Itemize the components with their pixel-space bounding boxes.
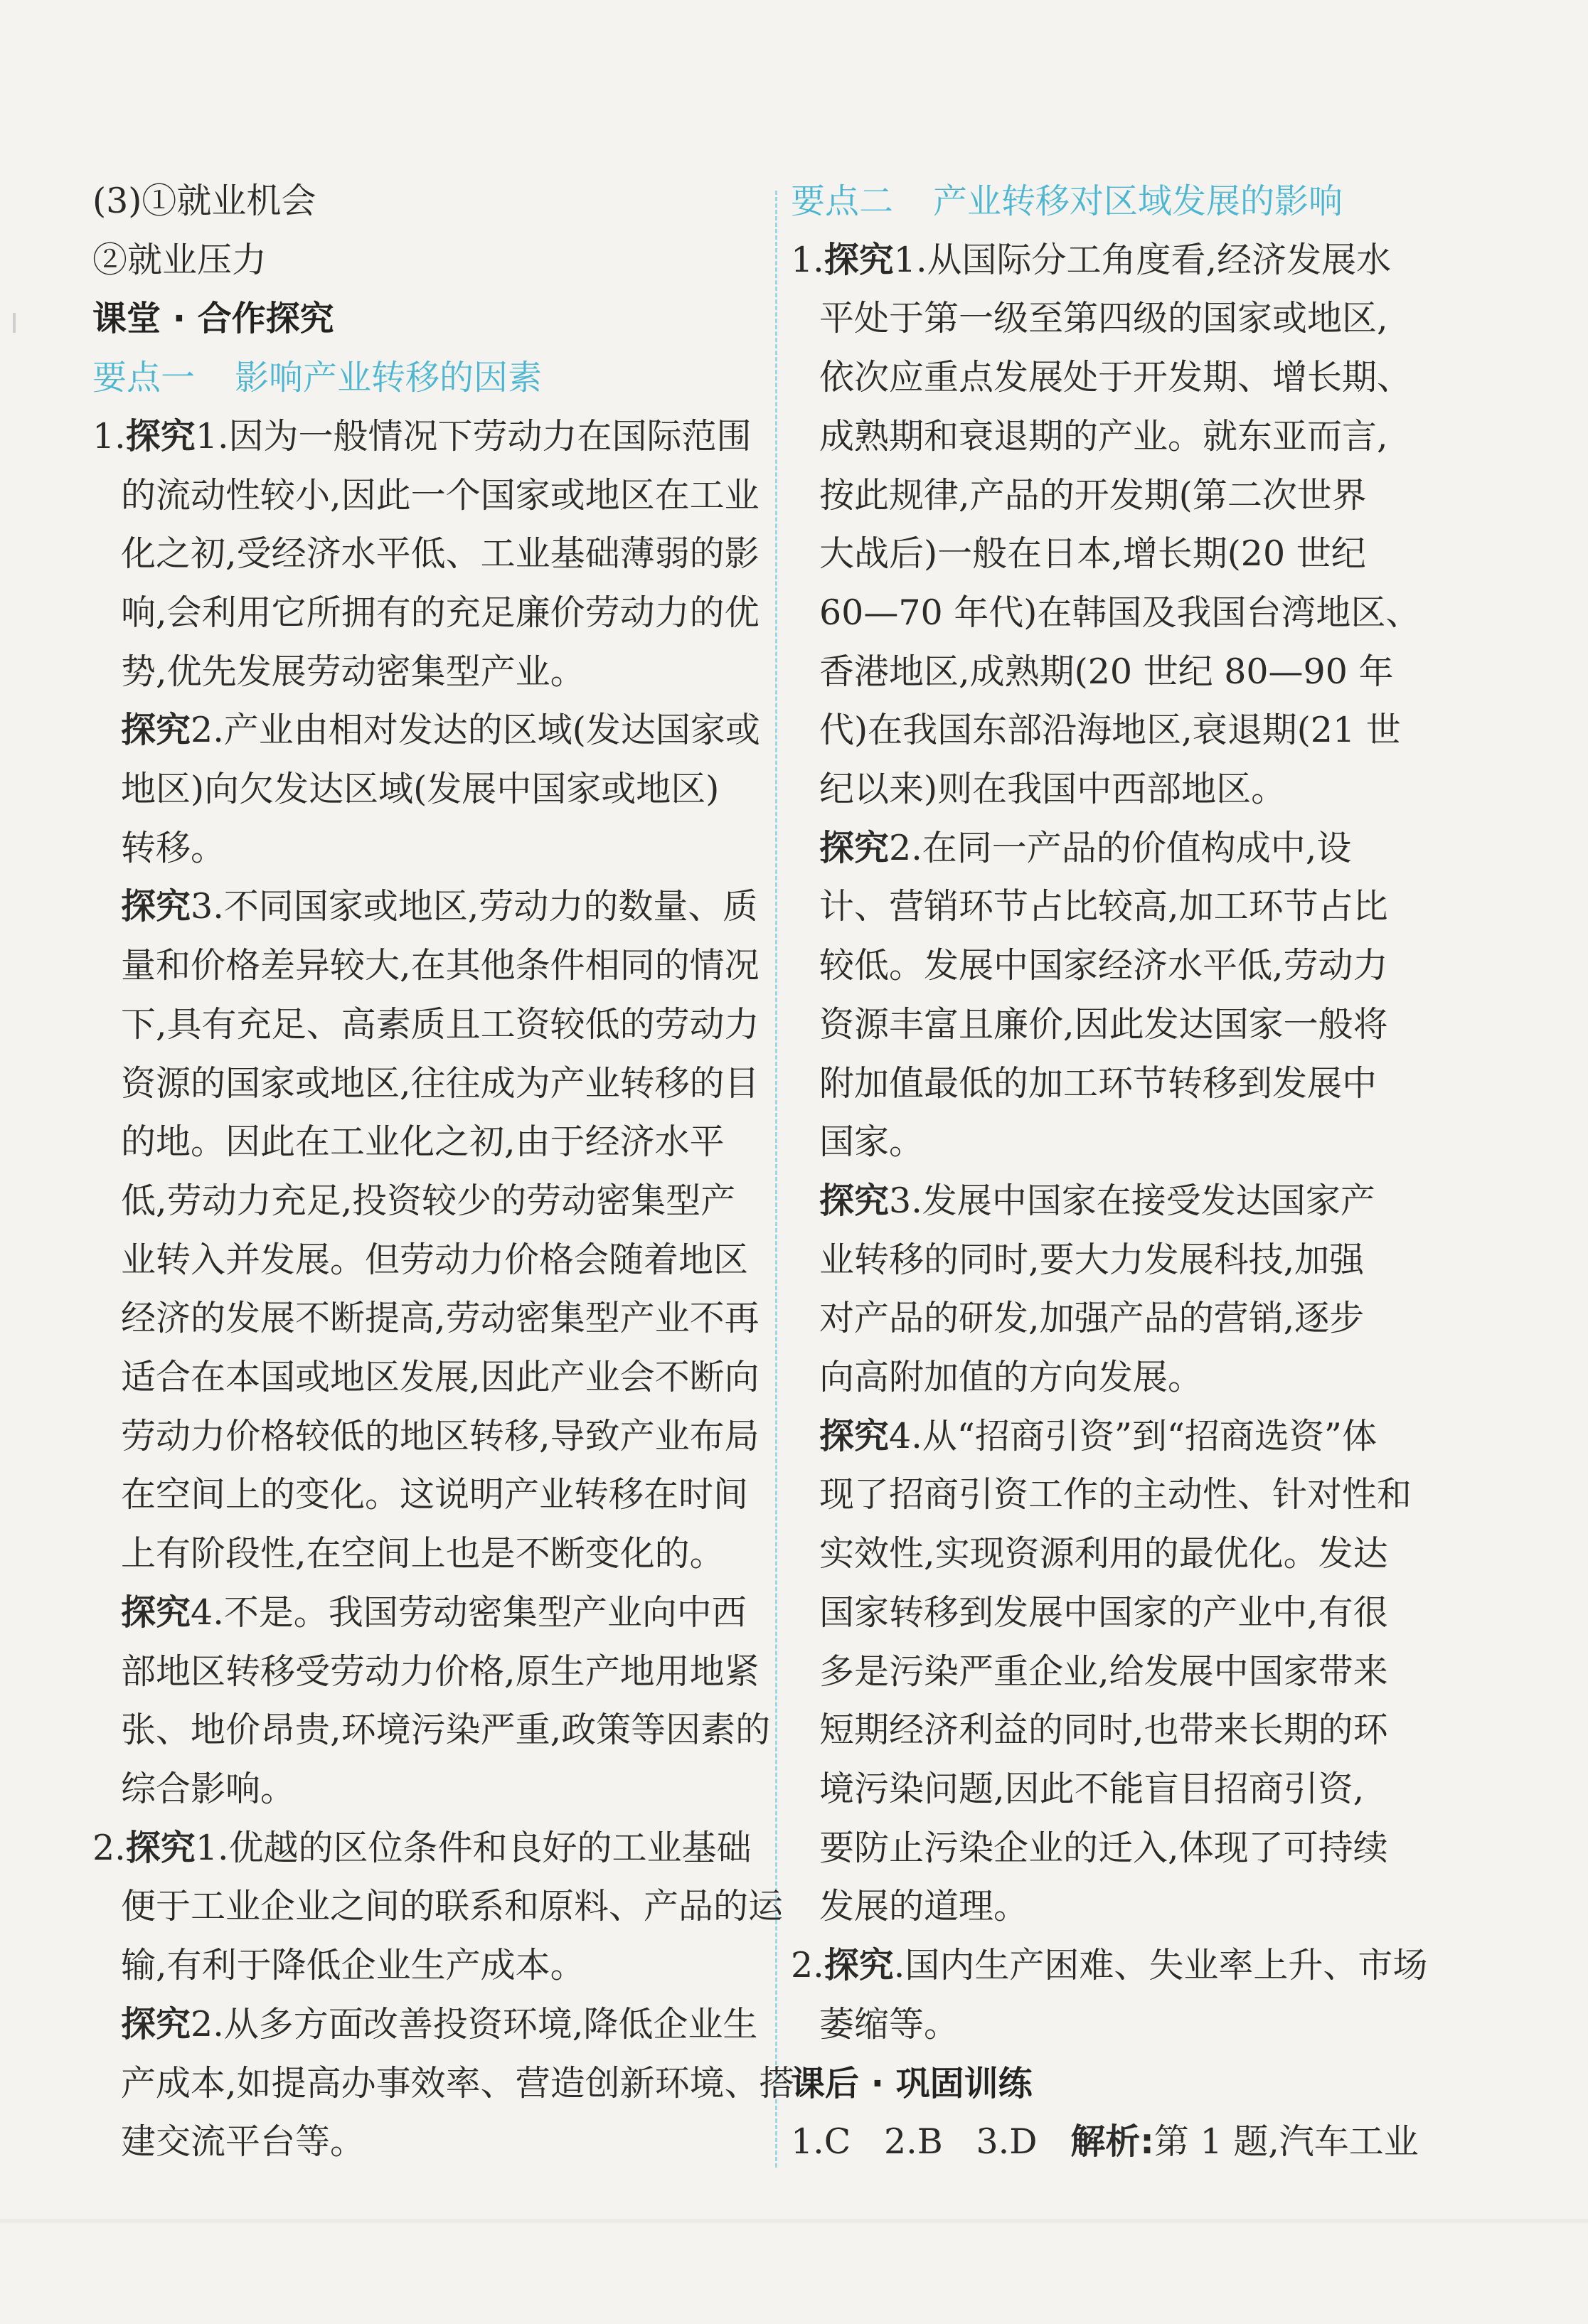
inquiry-label: 探究 (824, 1945, 894, 1986)
paragraph-line: 实效性,实现资源利用的最优化。发达 (819, 1533, 1388, 1574)
paragraph-line: 境污染问题,因此不能盲目招商引资, (819, 1768, 1365, 1809)
answer-1: 1.C (791, 2121, 851, 2163)
paragraph-line: 向高附加值的方向发展。 (819, 1357, 1203, 1398)
paragraph-line: 的流动性较小,因此一个国家或地区在工业 (121, 474, 760, 516)
paragraph-line: 化之初,受经济水平低、工业基础薄弱的影 (121, 533, 760, 575)
paragraph-line: 按此规律,产品的开发期(第二次世界 (819, 474, 1367, 516)
paragraph-line: 业转入并发展。但劳动力价格会随着地区 (121, 1239, 749, 1280)
paragraph-line: 探究3.发展中国家在接受发达国家产 (819, 1180, 1375, 1221)
paragraph-line: 探究4.从“招商引资”到“招商选资”体 (819, 1415, 1377, 1456)
paragraph-line: 代)在我国东部沿海地区,衰退期(21 世 (819, 710, 1401, 751)
item-1 (92, 407, 771, 1819)
answer-3: 3.D (976, 2121, 1038, 2163)
paragraph-line: 综合影响。 (121, 1768, 296, 1809)
paragraph-line: 成熟期和衰退期的产业。就东亚而言, (819, 415, 1388, 457)
inquiry-label: 探究 (824, 239, 894, 280)
paragraph-line: 资源的国家或地区,往往成为产业转移的目 (121, 1062, 760, 1104)
keypoint-label: 要点一 (92, 358, 196, 398)
inquiry-label: 探究 (125, 1827, 196, 1868)
paragraph-line: 发展的道理。 (819, 1886, 1029, 1927)
keypoint-title: 影响产业转移的因素 (235, 358, 543, 398)
paragraph-line: 响,会利用它所拥有的充足廉价劳动力的优 (121, 592, 760, 633)
item-2 (92, 1819, 794, 2172)
paragraph-line: 探究4.不是。我国劳动密集型产业向中西 (121, 1592, 747, 1633)
paragraph-line: 的地。因此在工业化之初,由于经济水平 (121, 1121, 725, 1163)
paragraph-line: 萎缩等。 (819, 2003, 959, 2045)
paragraph-line: 多是污染严重企业,给发展中国家带来 (819, 1651, 1388, 1692)
item-number: 1. (92, 415, 126, 457)
keypoint-label: 要点二 (791, 181, 894, 221)
keypoint-2-heading (791, 172, 1402, 231)
paragraph-line: 1.探究1.从国际分工角度看,经济发展水 (791, 231, 1402, 290)
paragraph-line: 纪以来)则在我国中西部地区。 (819, 769, 1286, 810)
paragraph-line: 要防止污染企业的迁入,体现了可持续 (819, 1827, 1388, 1868)
section-title-after-class: 课后 · 巩固训练 (791, 2063, 1033, 2104)
paragraph-line: 探究2.产业由相对发达的区域(发达国家或 (121, 710, 760, 751)
keypoint-title: 产业转移对区域发展的影响 (933, 181, 1343, 221)
paragraph-line: 产成本,如提高办事效率、营造创新环境、搭 (121, 2062, 794, 2104)
paragraph-line: 便于工业企业之间的联系和原料、产品的运 (121, 1886, 784, 1927)
keypoint-1-heading (92, 348, 761, 407)
paragraph-line: 适合在本国或地区发展,因此产业会不断向 (121, 1357, 760, 1398)
paragraph-line: 下,具有充足、高素质且工资较低的劳动力 (121, 1003, 760, 1045)
inquiry-label: 探究 (121, 710, 191, 751)
paragraph-line: 探究2.从多方面改善投资环境,降低企业生 (121, 2003, 758, 2045)
paragraph-line: 平处于第一级至第四级的国家或地区, (819, 298, 1388, 339)
scan-mark (13, 313, 16, 333)
paragraph-line: 附加值最低的加工环节转移到发展中 (819, 1062, 1377, 1104)
paragraph-line: 60—70 年代)在韩国及我国台湾地区、 (819, 592, 1421, 633)
paragraph-line: 转移。 (121, 827, 226, 868)
paragraph-line: 大战后)一般在日本,增长期(20 世纪 (819, 533, 1366, 575)
inquiry-label: 探究 (819, 827, 890, 868)
paragraph-line: 探究3.不同国家或地区,劳动力的数量、质 (121, 886, 758, 927)
paragraph-line: 国家转移到发展中国家的产业中,有很 (819, 1592, 1388, 1633)
paragraph-line: 部地区转移受劳动力价格,原生产地用地紧 (121, 1651, 760, 1692)
paragraph-line: 1.探究1.因为一般情况下劳动力在国际范围 (92, 407, 761, 467)
paragraph-line: 张、地价昂贵,环境污染严重,政策等因素的 (121, 1710, 771, 1751)
paragraph-line: 较低。发展中国家经济水平低,劳动力 (819, 945, 1388, 986)
inquiry-label: 探究 (121, 1592, 191, 1633)
answer-2: 2.B (883, 2121, 943, 2163)
left-column (92, 172, 794, 2172)
paragraph-line: 业转移的同时,要大力发展科技,加强 (819, 1239, 1365, 1280)
paragraph-line: 2.探究1.优越的区位条件和良好的工业基础 (92, 1819, 761, 1878)
scan-edge (0, 2219, 1588, 2223)
inquiry-label: 探究 (125, 415, 196, 457)
paragraph-line: 低,劳动力充足,投资较少的劳动密集型产 (121, 1180, 736, 1221)
paragraph-line: 国家。 (819, 1121, 924, 1163)
paragraph-line: 在空间上的变化。这说明产业转移在时间 (121, 1474, 749, 1515)
analysis-label: 解析: (1070, 2121, 1154, 2163)
answers-line (791, 2113, 1419, 2172)
item-number: 2. (92, 1827, 126, 1868)
answer-line: ②就业压力 (92, 239, 267, 280)
paragraph-line: 依次应重点发展处于开发期、增长期、 (819, 357, 1412, 398)
paragraph-line: 短期经济利益的同时,也带来长期的环 (819, 1710, 1388, 1751)
paragraph-line: 资源丰富且廉价,因此发达国家一般将 (819, 1003, 1388, 1045)
column-divider (775, 191, 777, 2168)
inquiry-label: 探究 (819, 1415, 890, 1456)
paragraph-line: 香港地区,成熟期(20 世纪 80—90 年 (819, 651, 1394, 692)
answer-line: (3)①就业机会 (92, 181, 316, 221)
paragraph-line: 量和价格差异较大,在其他条件相同的情况 (121, 945, 760, 986)
paragraph-line: 势,优先发展劳动密集型产业。 (121, 651, 585, 692)
paragraph-line: 建交流平台等。 (121, 2121, 366, 2163)
paragraph-line: 现了招商引资工作的主动性、针对性和 (819, 1474, 1412, 1515)
item-2 (791, 1936, 1428, 2054)
right-column (791, 172, 1428, 2172)
inquiry-label: 探究 (121, 886, 191, 927)
paragraph-line: 经济的发展不断提高,劳动密集型产业不再 (121, 1298, 760, 1339)
paragraph-line: 劳动力价格较低的地区转移,导致产业布局 (121, 1415, 760, 1456)
section-title-classroom: 课堂 · 合作探究 (92, 299, 334, 339)
paragraph-line: 2.探究.国内生产困难、失业率上升、市场 (791, 1936, 1402, 1995)
analysis-text: 第 1 题,汽车工业 (1153, 2121, 1419, 2163)
paragraph-line: 计、营销环节占比较高,加工环节占比 (819, 886, 1388, 927)
paragraph-line: 上有阶段性,在空间上也是不断变化的。 (121, 1533, 725, 1574)
inquiry-label: 探究 (121, 2003, 191, 2045)
paragraph-line: 输,有利于降低企业生产成本。 (121, 1945, 585, 1986)
item-number: 1. (791, 239, 824, 280)
item-number: 2. (791, 1945, 824, 1986)
inquiry-label: 探究 (819, 1180, 890, 1221)
item-1 (791, 231, 1421, 1936)
paragraph-line: 探究2.在同一产品的价值构成中,设 (819, 827, 1352, 868)
paragraph-line: 对产品的研发,加强产品的营销,逐步 (819, 1298, 1365, 1339)
paragraph-line: 地区)向欠发达区域(发展中国家或地区) (121, 769, 720, 810)
